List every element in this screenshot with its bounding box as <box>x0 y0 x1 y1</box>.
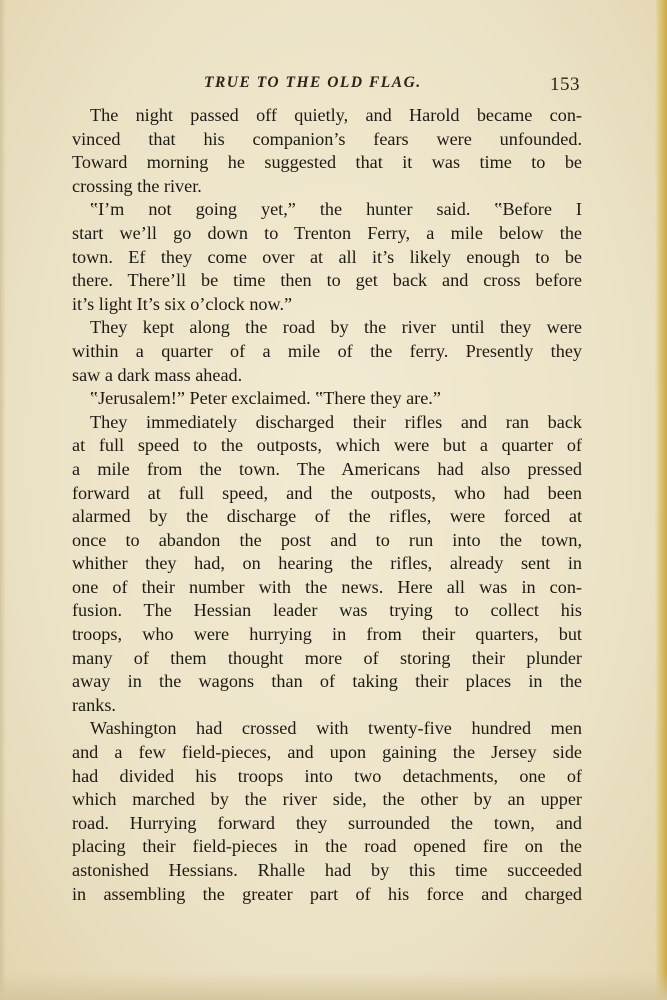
text-line: a mile from the town. The Americans had also pressed <box>72 458 582 479</box>
text-line: it’s light It’s six o’clock now.” <box>72 293 293 314</box>
text-line: ranks. <box>72 694 116 715</box>
text-line: and a few field-pieces, and upon gaining the Jersey side <box>72 742 582 763</box>
text-line: alarmed by the discharge of the rifles, were forced at <box>72 506 582 527</box>
text-line: vinced that his companion’s fears were unfounded. <box>72 128 582 149</box>
text-line: away in the wagons than of taking their places in the <box>72 671 582 692</box>
text-line: ‟Jerusalem!” Peter exclaimed. ‟There they are.” <box>90 388 441 409</box>
text-line: which marched by the river side, the other by an upper <box>72 789 582 810</box>
page-left-shadow <box>0 0 6 1000</box>
text-line: Toward morning he suggested that it was time to be <box>72 152 582 173</box>
text-line: Washington had crossed with twenty-five hundred men <box>90 718 582 739</box>
text-line: forward at full speed, and the outposts, who had been <box>72 482 582 503</box>
text-line: once to abandon the post and to run into the town, <box>72 529 582 550</box>
text-line: placing their field-pieces in the road opened fire on the <box>72 836 582 857</box>
text-line: one of their number with the news. Here all was in con- <box>72 576 582 597</box>
text-line: They immediately discharged their rifles and ran back <box>90 411 582 432</box>
page-header <box>76 72 582 102</box>
text-line: there. There’ll be time then to get back and cross before <box>72 270 582 291</box>
text-line: road. Hurrying forward they surrounded the town, and <box>72 812 582 833</box>
text-line: troops, who were hurrying in from their quarters, but <box>72 624 582 645</box>
text-line: The night passed off quietly, and Harold became con- <box>90 105 582 125</box>
text-line: in assembling the greater part of his force and charged <box>72 883 582 904</box>
text-line: at full speed to the outposts, which were but a quarter of <box>72 435 582 456</box>
text-line: ‟I’m not going yet,” the hunter said. ‟Before I <box>90 199 582 220</box>
page-bottom-shadow <box>0 972 667 1000</box>
text-line: many of them thought more of storing their plunder <box>72 647 582 668</box>
text-line: start we’ll go down to Trenton Ferry, a mile below the <box>72 222 582 243</box>
running-head: TRUE TO THE OLD FLAG. <box>204 74 422 91</box>
text-line: crossing the river. <box>72 175 202 196</box>
page-number: 153 <box>550 74 580 95</box>
text-line: had divided his troops into two detachments, one of <box>72 765 582 786</box>
text-line: fusion. The Hessian leader was trying to collect his <box>72 600 582 621</box>
text-line: saw a dark mass ahead. <box>72 364 243 385</box>
page-right-edge <box>655 0 667 1000</box>
text-line: astonished Hessians. Rhalle had by this time succeeded <box>72 860 582 880</box>
body-text <box>72 104 582 906</box>
text-line: within a quarter of a mile of the ferry. Presently they <box>72 340 582 361</box>
text-line: They kept along the road by the river until they were <box>90 317 582 338</box>
text-line: town. Ef they come over at all it’s likely enough to be <box>72 246 582 267</box>
text-line: whither they had, on hearing the rifles, already sent in <box>72 553 582 574</box>
